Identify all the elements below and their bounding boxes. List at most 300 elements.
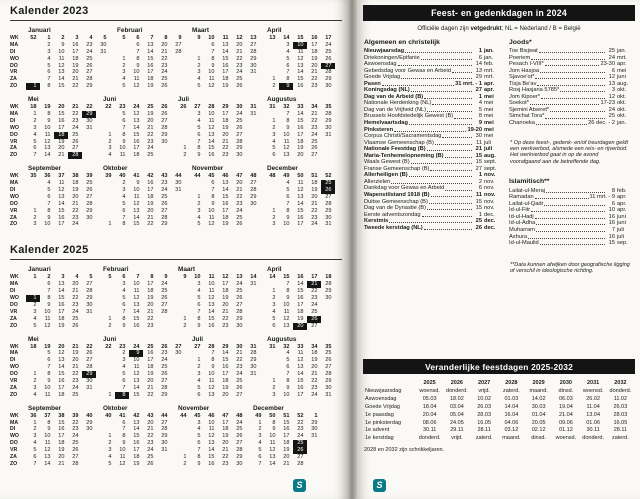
movable-value: donderd.	[609, 387, 632, 394]
day-row-label: ZA	[10, 453, 17, 460]
day-cell: 16	[297, 384, 304, 391]
day-cell: 18	[133, 152, 140, 159]
holiday-date: 6	[478, 185, 482, 192]
day-cell: 22	[311, 117, 318, 124]
holiday-month: feb.	[484, 61, 494, 68]
week-number: 27	[194, 104, 201, 111]
holiday-name: Allerzielen	[364, 178, 391, 185]
day-cell: 11	[297, 180, 304, 187]
day-cell: 28	[236, 138, 243, 145]
dotted-leader	[431, 196, 472, 197]
holiday-date: 14	[475, 61, 482, 68]
day-cell: 6	[136, 41, 140, 48]
day-cell: 11	[119, 453, 126, 460]
week-number: 13	[236, 274, 243, 281]
day-cell: 4	[197, 117, 201, 124]
holiday-name: Corpus Christi/Sacramentsdag	[364, 133, 442, 140]
day-cell: 12	[297, 357, 304, 364]
movable-row-label: Aswoensdag	[365, 395, 397, 402]
day-cell: 5	[286, 187, 290, 194]
day-cell	[96, 76, 110, 83]
week-row-label: WK	[10, 104, 19, 111]
week-number: 27	[194, 343, 201, 350]
day-cell: 23	[86, 41, 93, 48]
day-cell: 9	[47, 214, 51, 221]
day-cell	[190, 180, 204, 187]
day-cell	[82, 145, 96, 152]
month-name: Februari	[117, 27, 143, 34]
day-cell: 27	[86, 193, 93, 200]
day-cell: 1	[108, 391, 112, 398]
day-row-label: ZO	[10, 83, 18, 90]
day-cell: 11	[297, 350, 304, 357]
day-cell: 4	[122, 76, 126, 83]
day-cell: 29	[86, 83, 93, 90]
day-cell: 11	[119, 152, 126, 159]
week-number: 50	[297, 173, 304, 180]
movable-value: 26.03	[477, 403, 491, 410]
day-cell: 7	[286, 281, 290, 288]
holiday-name: Id-ul-Hadj	[509, 213, 534, 220]
day-cell: 17	[311, 41, 318, 48]
day-cell: 30	[86, 214, 93, 221]
holiday-name: Hemelvaartsdag	[364, 120, 408, 127]
day-cell: 28	[325, 200, 332, 207]
day-cell: 23	[236, 364, 243, 371]
day-cell: 17	[222, 371, 229, 378]
day-cell	[265, 194, 279, 201]
day-cell	[101, 350, 115, 357]
holiday-month: mrt.	[484, 74, 494, 81]
day-cell	[26, 194, 40, 201]
day-cell: 3	[122, 281, 126, 288]
dotted-leader	[382, 85, 454, 86]
day-cell: 26	[236, 433, 243, 440]
holiday-date: 15	[475, 205, 482, 212]
day-cell: 19	[147, 371, 154, 378]
holiday-month: apr.	[617, 61, 627, 68]
day-cell	[246, 152, 260, 159]
holiday-month: sept.	[484, 159, 497, 166]
day-row-label: ZA	[10, 315, 17, 322]
week-number: 11	[208, 274, 215, 281]
holiday-item	[509, 120, 634, 127]
day-cell: 5	[33, 322, 37, 329]
day-cell	[265, 187, 279, 194]
week-number: 10	[194, 274, 201, 281]
day-cell: 30	[250, 364, 257, 371]
day-cell: 5	[197, 221, 201, 228]
month-calendar	[101, 336, 185, 399]
calendar-title-2025: Kalender 2025	[10, 244, 342, 260]
week-number: 7	[136, 274, 140, 281]
week-number: 26	[161, 104, 168, 111]
day-cell: 3	[197, 69, 201, 76]
day-cell: 9	[136, 62, 140, 69]
month-calendar	[26, 336, 96, 399]
week-number: 12	[236, 35, 243, 41]
week-number: 48	[236, 412, 243, 419]
day-cell: 10	[208, 111, 215, 118]
movable-value: 26.02	[586, 395, 600, 402]
dotted-leader	[421, 59, 472, 60]
day-cell: 28	[161, 124, 168, 131]
day-cell: 2	[33, 301, 37, 308]
holiday-month: juli	[484, 146, 493, 153]
dotted-leader	[536, 231, 605, 232]
day-cell	[265, 350, 279, 357]
day-cell: 4	[197, 288, 201, 295]
dotted-leader	[411, 91, 472, 92]
day-cell	[190, 49, 204, 56]
brand-logo-letter: S	[296, 480, 303, 490]
holiday-name: Allerheiligen (B)	[364, 172, 408, 179]
holiday-month: dec.	[484, 224, 496, 231]
day-cell: 18	[297, 138, 304, 145]
week-number: 36	[44, 173, 51, 180]
dotted-leader	[528, 238, 605, 239]
day-cell: 2	[108, 138, 112, 145]
week-number: 48	[250, 173, 257, 180]
day-cell: 3	[272, 301, 276, 308]
day-cell: 3	[272, 221, 276, 228]
day-cell: 9	[122, 440, 126, 447]
day-cell: 10	[269, 433, 276, 440]
day-cell: 16	[297, 124, 304, 131]
day-row-label: MA	[10, 350, 19, 357]
day-cell: 2	[122, 180, 126, 187]
dotted-leader	[544, 205, 605, 206]
day-cell: 6	[122, 419, 126, 426]
day-cell: 11	[44, 440, 51, 447]
day-cell: 20	[222, 301, 229, 308]
day-cell: 17	[58, 124, 65, 131]
dotted-leader	[452, 72, 472, 73]
day-cell: 21	[311, 200, 318, 207]
holiday-month: mei	[484, 93, 494, 100]
holiday-name: Goede Vrijdag	[364, 74, 401, 81]
holiday-month: sept.	[484, 165, 497, 172]
day-cell: 13	[44, 145, 51, 152]
day-cell: 13	[58, 357, 65, 364]
week-number: 49	[255, 412, 262, 419]
day-cell: 15	[133, 315, 140, 322]
week-number: 6	[122, 274, 126, 281]
day-cell	[321, 316, 335, 323]
day-cell: 11	[133, 76, 140, 83]
dotted-leader	[546, 192, 605, 193]
day-cell: 11	[208, 377, 215, 384]
week-number: 30	[236, 343, 243, 350]
day-cell: 16	[297, 83, 304, 90]
day-cell: 30	[325, 124, 332, 131]
calendar-section-2025	[0, 234, 348, 467]
day-cell: 1	[33, 419, 37, 426]
day-cell: 31	[250, 111, 257, 118]
day-cell: 20	[147, 419, 154, 426]
day-cell	[157, 145, 171, 152]
day-cell: 16	[222, 62, 229, 69]
day-cell: 26	[236, 384, 243, 391]
day-cell	[101, 125, 115, 132]
day-cell: 14	[222, 187, 229, 194]
day-cell: 3	[33, 124, 37, 131]
day-cell: 20	[283, 453, 290, 460]
day-cell	[171, 371, 185, 378]
holiday-name: Brussels Hoofdstedelijk Gewest (B)	[364, 113, 454, 120]
day-cell: 4	[47, 55, 51, 62]
week-number: 25	[147, 104, 154, 111]
day-cell: 28	[250, 350, 257, 357]
jewish-heading: Joods*	[509, 38, 532, 46]
week-number: 34	[311, 343, 318, 350]
day-cell: 14	[58, 76, 65, 83]
day-cell: 12	[283, 145, 290, 152]
day-cell: 29	[86, 295, 93, 302]
day-cell: 25	[147, 152, 154, 159]
day-cell: 9	[272, 426, 276, 433]
day-cell: 14	[269, 460, 276, 467]
movable-value: 11.02	[613, 395, 628, 402]
holiday-name: Nationale Feestdag (B)	[364, 146, 426, 153]
day-cell	[115, 49, 129, 56]
week-number: 31	[250, 343, 257, 350]
day-cell: 20	[311, 364, 318, 371]
month-name: April	[267, 266, 282, 274]
day-cell: 15	[58, 295, 65, 302]
day-cell: 26	[86, 187, 93, 194]
day-cell	[307, 454, 321, 461]
week-number: 8	[150, 274, 154, 281]
day-cell: 9	[286, 295, 290, 302]
day-cell: 24	[236, 419, 243, 426]
month-name: Maart	[178, 266, 196, 274]
day-row-label: VR	[10, 207, 18, 214]
day-cell: 14	[208, 138, 215, 145]
holiday-name: Lailat-ul-Qadr	[509, 200, 544, 207]
day-cell: 28	[325, 371, 332, 378]
day-cell: 10	[119, 145, 126, 152]
movable-value: 11.04	[586, 403, 600, 410]
day-cell: 20	[58, 145, 65, 152]
day-cell: 31	[161, 447, 168, 454]
week-number: 5	[89, 274, 93, 281]
movable-value: 01.04	[531, 411, 546, 418]
calendar-row-labels	[10, 104, 26, 159]
day-cell: 26	[325, 357, 332, 364]
day-cell: 23	[161, 350, 168, 357]
day-cell: 6	[47, 281, 51, 288]
day-cell: 4	[33, 440, 37, 447]
day-cell	[190, 42, 204, 49]
day-cell: 2	[33, 117, 37, 124]
holiday-date: 26	[475, 224, 482, 231]
day-cell: 20	[147, 377, 154, 384]
week-number: 35	[30, 173, 37, 180]
holiday-date: 26 dec. - 2	[588, 120, 615, 127]
day-cell	[157, 461, 171, 468]
day-cell: 29	[86, 419, 93, 426]
day-cell	[171, 83, 185, 90]
day-cell: 24	[297, 433, 304, 440]
day-cell: 20	[72, 69, 79, 76]
day-cell: 5	[197, 83, 201, 90]
day-cell: 22	[147, 131, 154, 138]
day-cell	[265, 56, 279, 63]
day-cell: 10	[58, 48, 65, 55]
day-cell	[265, 111, 279, 118]
day-cell	[82, 440, 96, 447]
day-cell: 27	[311, 322, 318, 329]
movable-corner	[364, 380, 416, 388]
day-cell: 23	[72, 117, 79, 124]
day-cell: 23	[72, 301, 79, 308]
holiday-name: Wapenstilstand 1918 (B)	[364, 192, 430, 199]
movable-value: donderd.	[418, 435, 441, 442]
calendar-row-labels	[10, 413, 26, 468]
day-cell: 15	[58, 111, 65, 118]
day-cell	[171, 221, 185, 228]
day-cell: 30	[161, 138, 168, 145]
day-cell: 13	[283, 322, 290, 329]
day-row-label: WO	[10, 55, 19, 62]
day-cell: 15	[147, 55, 154, 62]
day-cell: 14	[208, 447, 215, 454]
day-cell: 18	[222, 214, 229, 221]
day-cell: 26	[321, 187, 335, 194]
movable-value: maand.	[529, 387, 548, 394]
day-cell: 7	[286, 111, 290, 118]
day-cell: 3	[286, 41, 290, 48]
movable-value: dinsd.	[558, 387, 574, 394]
day-cell: 7	[33, 152, 37, 159]
day-cell: 24	[236, 207, 243, 214]
holiday-month: mei	[484, 106, 494, 113]
day-cell: 19	[311, 357, 318, 364]
movable-value: 28.11	[613, 427, 628, 434]
day-cell: 5	[197, 384, 201, 391]
day-cell: 5	[122, 200, 126, 207]
day-cell: 21	[236, 187, 243, 194]
day-cell: 8	[272, 419, 276, 426]
holiday-name: Nationale Herdenking (NL)	[364, 100, 432, 107]
day-cell: 6	[197, 440, 201, 447]
day-cell: 1	[108, 131, 112, 138]
dotted-leader	[545, 118, 605, 119]
movable-value: vrijd.	[478, 387, 490, 394]
week-number: 52	[30, 35, 37, 41]
week-number: 24	[133, 343, 140, 350]
day-cell: 1	[26, 295, 40, 302]
day-cell: 8	[211, 193, 215, 200]
day-cell: 11	[58, 180, 65, 187]
month-grid	[265, 104, 335, 159]
day-cell: 24	[147, 145, 154, 152]
day-cell	[101, 281, 115, 288]
day-cell: 16	[208, 152, 215, 159]
day-cell	[176, 118, 190, 125]
day-cell: 19	[147, 200, 154, 207]
holiday-month: apr.	[484, 80, 495, 87]
week-number: 52	[297, 412, 304, 419]
leap-year-footnote: 2028 en 2032 zijn schrikkeljaren.	[364, 447, 445, 454]
holiday-name: Id-ul-Adha	[509, 220, 536, 227]
day-cell: 3	[33, 308, 37, 315]
holiday-month: mei	[484, 100, 494, 107]
day-cell: 23	[311, 214, 318, 221]
week-number: 44	[161, 412, 168, 419]
holiday-date: 15	[475, 198, 482, 205]
day-cell: 10	[208, 207, 215, 214]
holiday-month: mei	[484, 133, 494, 140]
day-row-label: WO	[10, 124, 19, 131]
day-cell	[101, 302, 115, 309]
day-cell: 5	[33, 138, 37, 145]
day-cell: 22	[147, 221, 154, 228]
day-cell: 7	[211, 48, 215, 55]
day-cell: 15	[297, 207, 304, 214]
day-cell: 16	[133, 138, 140, 145]
day-cell: 5	[122, 83, 126, 90]
day-cell: 12	[133, 83, 140, 90]
day-cell: 19	[72, 62, 79, 69]
dotted-leader	[411, 163, 472, 164]
day-row-label: VR	[10, 377, 18, 384]
day-cell: 14	[297, 200, 304, 207]
day-cell: 20	[222, 391, 229, 398]
holiday-month: mrt.	[617, 54, 627, 61]
day-cell: 10	[208, 419, 215, 426]
day-cell: 29	[250, 55, 257, 62]
day-cell	[265, 69, 279, 76]
day-cell: 31	[86, 124, 93, 131]
day-cell: 19	[283, 447, 290, 454]
day-cell: 6	[286, 62, 290, 69]
dotted-leader	[541, 98, 605, 99]
day-cell: 23	[311, 124, 318, 131]
month-name: April	[267, 27, 282, 34]
month-calendar	[176, 405, 246, 468]
day-row-label: ZA	[10, 145, 17, 152]
day-cell: 7	[33, 460, 37, 467]
day-cell: 12	[44, 322, 51, 329]
day-cell: 18	[72, 180, 79, 187]
day-cell	[176, 111, 190, 118]
day-cell: 27	[86, 357, 93, 364]
day-cell: 26	[236, 295, 243, 302]
day-cell: 3	[47, 48, 51, 55]
day-cell: 29	[161, 433, 168, 440]
day-cell: 10	[208, 371, 215, 378]
day-cell: 25	[325, 350, 332, 357]
day-cell: 21	[72, 288, 79, 295]
day-cell: 23	[72, 377, 79, 384]
day-cell: 31	[325, 221, 332, 228]
movable-row-label: 1e kerstdag	[365, 435, 394, 442]
day-cell: 11	[133, 193, 140, 200]
day-row-label: VR	[10, 69, 18, 76]
day-cell	[82, 392, 96, 399]
month-calendar	[26, 27, 110, 90]
week-number: 37	[58, 173, 65, 180]
day-cell: 30	[325, 83, 332, 90]
day-cell: 25	[161, 364, 168, 371]
holiday-date: 31 mrt. - 1	[455, 80, 482, 87]
day-cell: 25	[325, 48, 332, 55]
week-number: 17	[325, 35, 332, 41]
holiday-name: Dag van de Dynastie (B)	[364, 205, 426, 212]
day-cell	[96, 83, 110, 90]
